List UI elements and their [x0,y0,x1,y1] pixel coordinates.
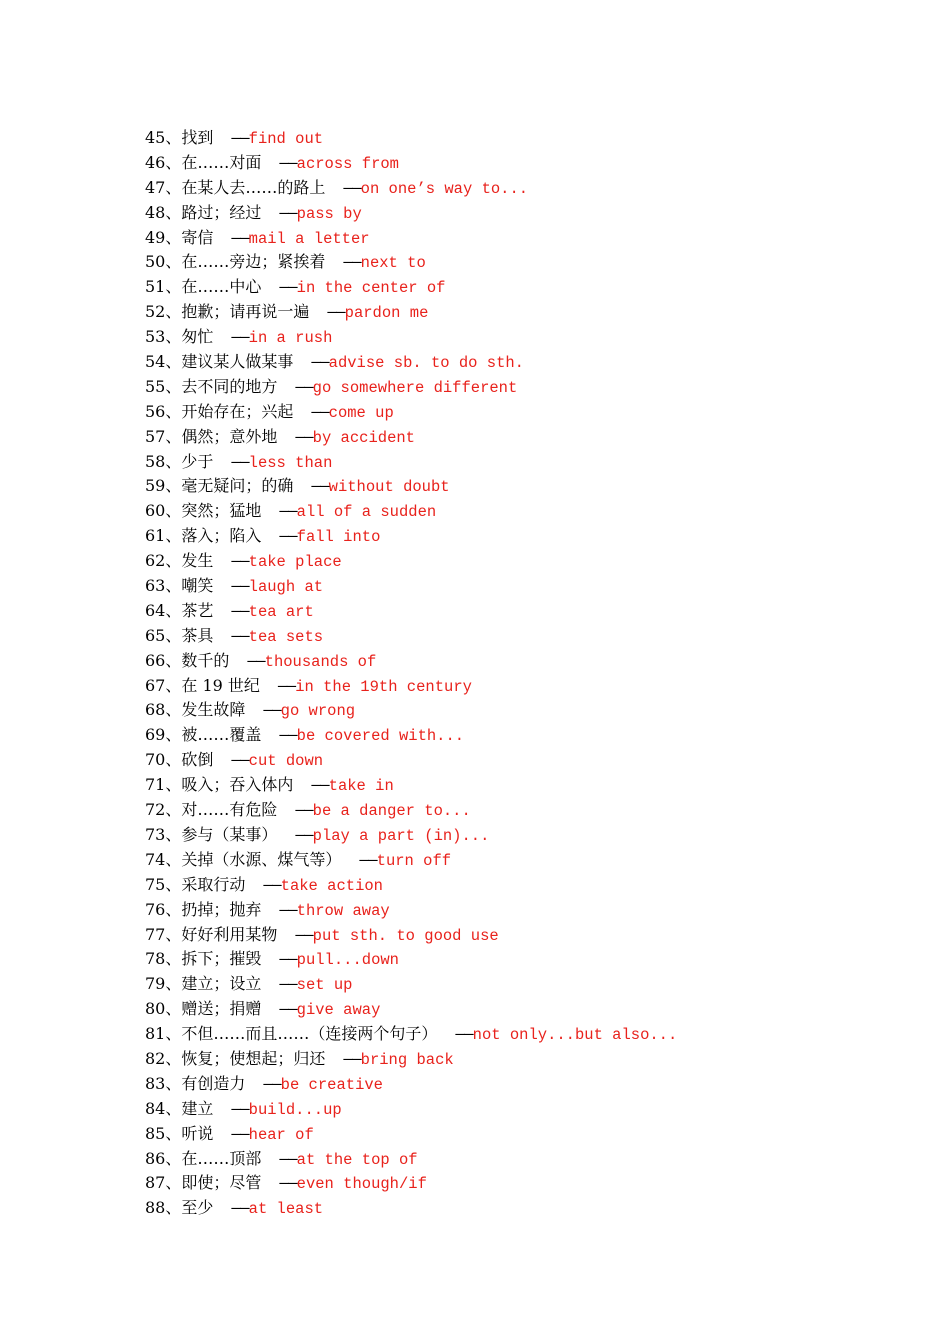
item-number: 47 [145,177,166,197]
item-number: 65 [145,625,166,645]
item-number-separator: 、 [165,576,182,596]
list-item [145,599,935,624]
item-number-separator: 、 [165,725,182,745]
chinese-meaning: 嘲笑 [181,576,214,596]
english-phrase: come up [328,403,394,422]
list-item [145,624,935,649]
chinese-meaning: 赠送；捐赠 [181,999,262,1019]
item-number-separator: 、 [165,302,182,322]
english-phrase: take in [328,777,394,796]
chinese-meaning: 偶然；意外地 [181,426,278,446]
item-number-separator: 、 [165,526,182,546]
list-item [145,201,935,226]
dash-separator: —— [279,999,297,1019]
chinese-meaning: 在某人去……的路上 [181,177,326,197]
dash-separator: —— [231,227,249,247]
item-number-separator: 、 [165,700,182,720]
item-number-separator: 、 [165,750,182,770]
list-item [145,1196,935,1221]
item-number-separator: 、 [165,974,182,994]
item-number-separator: 、 [165,1198,182,1218]
dash-separator: —— [231,600,249,620]
list-item [145,400,935,425]
english-phrase: take action [280,876,383,895]
english-phrase: less than [248,453,333,472]
chinese-meaning: 发生故障 [181,700,246,720]
item-number: 51 [145,277,166,297]
dash-separator: —— [263,700,281,720]
list-item [145,325,935,350]
list-item [145,947,935,972]
item-number: 58 [145,451,166,471]
chinese-meaning: 建立；设立 [181,974,262,994]
chinese-meaning: 对……有危险 [181,800,278,820]
list-item [145,674,935,699]
chinese-meaning: 在……对面 [181,152,262,172]
english-phrase: in the 19th century [295,677,472,696]
dash-separator: —— [343,1048,361,1068]
dash-separator: —— [279,1148,297,1168]
dash-separator: —— [279,725,297,745]
item-number-separator: 、 [165,899,182,919]
item-number: 74 [145,849,166,869]
dash-separator: —— [231,327,249,347]
list-item [145,1122,935,1147]
list-item [145,873,935,898]
english-phrase: not only...but also... [472,1026,678,1045]
item-number: 46 [145,152,166,172]
item-number: 84 [145,1098,166,1118]
english-phrase: throw away [296,901,390,920]
list-item [145,972,935,997]
dash-separator: —— [279,526,297,546]
dash-separator: —— [231,1198,249,1218]
list-item [145,898,935,923]
english-phrase: build...up [248,1100,342,1119]
list-item [145,1072,935,1097]
list-item [145,176,935,201]
chinese-meaning: 建立 [181,1098,214,1118]
item-number: 64 [145,600,166,620]
item-number-separator: 、 [165,1173,182,1193]
list-item [145,300,935,325]
item-number: 72 [145,800,166,820]
chinese-meaning: 采取行动 [181,874,246,894]
item-number-separator: 、 [165,650,182,670]
item-number: 62 [145,551,166,571]
chinese-meaning: 听说 [181,1123,214,1143]
english-phrase: be a danger to... [312,802,471,821]
list-item [145,1147,935,1172]
english-phrase: bring back [360,1050,454,1069]
list-item [145,773,935,798]
item-number-separator: 、 [165,177,182,197]
list-item [145,425,935,450]
list-item [145,524,935,549]
english-phrase: across from [296,154,399,173]
chinese-meaning: 在……顶部 [181,1148,262,1168]
english-phrase: at least [248,1200,324,1219]
item-number-separator: 、 [165,352,182,372]
item-number: 57 [145,426,166,446]
dash-separator: —— [295,924,313,944]
list-item [145,275,935,300]
item-number: 83 [145,1073,166,1093]
dash-separator: —— [231,1098,249,1118]
english-phrase: fall into [296,528,381,547]
item-number-separator: 、 [165,824,182,844]
english-phrase: without doubt [328,478,450,497]
item-number-separator: 、 [165,376,182,396]
item-number: 76 [145,899,166,919]
english-phrase: be covered with... [296,727,465,746]
english-phrase: pardon me [344,304,429,323]
item-number-separator: 、 [165,1148,182,1168]
list-item [145,151,935,176]
list-item [145,1047,935,1072]
dash-separator: —— [359,849,377,869]
chinese-meaning: 毫无疑问；的确 [181,476,294,496]
chinese-meaning: 被……覆盖 [181,725,262,745]
dash-separator: —— [279,974,297,994]
item-number-separator: 、 [165,476,182,496]
chinese-meaning: 抱歉；请再说一遍 [181,302,310,322]
chinese-meaning: 茶艺 [181,600,214,620]
english-phrase: laugh at [248,578,324,597]
dash-separator: —— [279,277,297,297]
list-item [145,649,935,674]
english-phrase: be creative [280,1075,383,1094]
dash-separator: —— [311,352,329,372]
chinese-meaning: 恢复；使想起；归还 [181,1048,326,1068]
list-item [145,1022,935,1047]
english-phrase: in a rush [248,329,333,348]
item-number-separator: 、 [165,227,182,247]
item-number: 82 [145,1048,166,1068]
chinese-meaning: 在……旁边；紧挨着 [181,252,326,272]
item-number: 55 [145,376,166,396]
item-number: 53 [145,327,166,347]
item-number: 71 [145,775,166,795]
english-phrase: go wrong [280,702,356,721]
dash-separator: —— [327,302,345,322]
list-item [145,549,935,574]
item-number-separator: 、 [165,551,182,571]
item-number-separator: 、 [165,152,182,172]
list-item [145,823,935,848]
item-number: 63 [145,576,166,596]
item-number-separator: 、 [165,327,182,347]
chinese-meaning: 好好利用某物 [181,924,278,944]
item-number: 79 [145,974,166,994]
dash-separator: —— [279,1173,297,1193]
list-item [145,723,935,748]
item-number-separator: 、 [165,999,182,1019]
list-item [145,350,935,375]
chinese-meaning: 数千的 [181,650,230,670]
item-number-separator: 、 [165,949,182,969]
chinese-meaning: 突然；猛地 [181,501,262,521]
item-number: 77 [145,924,166,944]
english-phrase: hear of [248,1125,314,1144]
chinese-meaning: 在……中心 [181,277,262,297]
item-number-separator: 、 [165,675,182,695]
english-phrase: put sth. to good use [312,926,499,945]
dash-separator: —— [295,376,313,396]
list-item [145,474,935,499]
list-item [145,1097,935,1122]
chinese-meaning: 关掉（水源、煤气等） [181,849,342,869]
chinese-meaning: 拆下；摧毁 [181,949,262,969]
item-number-separator: 、 [165,800,182,820]
list-item [145,698,935,723]
english-phrase: go somewhere different [312,378,518,397]
item-number-separator: 、 [165,252,182,272]
english-phrase: tea art [248,602,314,621]
item-number-separator: 、 [165,849,182,869]
chinese-meaning: 参与（某事） [181,824,278,844]
list-item [145,450,935,475]
item-number-separator: 、 [165,874,182,894]
list-item [145,748,935,773]
item-number: 70 [145,750,166,770]
english-phrase: in the center of [296,279,446,298]
list-item [145,798,935,823]
item-number-separator: 、 [165,775,182,795]
item-number: 67 [145,675,166,695]
item-number: 68 [145,700,166,720]
english-phrase: tea sets [248,627,324,646]
list-item [145,226,935,251]
english-phrase: set up [296,976,353,995]
item-number: 56 [145,401,166,421]
dash-separator: —— [231,750,249,770]
dash-separator: —— [231,128,249,147]
dash-separator: —— [343,177,361,197]
item-number-separator: 、 [165,401,182,421]
dash-separator: —— [231,576,249,596]
english-phrase: cut down [248,752,324,771]
dash-separator: —— [279,202,297,222]
dash-separator: —— [279,152,297,172]
item-number: 80 [145,999,166,1019]
item-number: 69 [145,725,166,745]
item-number: 61 [145,526,166,546]
chinese-meaning: 吸入；吞入体内 [181,775,294,795]
item-number: 59 [145,476,166,496]
item-number-separator: 、 [165,1073,182,1093]
chinese-meaning: 寄信 [181,227,214,247]
english-phrase: give away [296,1001,381,1020]
dash-separator: —— [279,501,297,521]
list-item [145,923,935,948]
english-phrase: all of a sudden [296,503,437,522]
dash-separator: —— [231,625,249,645]
english-phrase: advise sb. to do sth. [328,354,524,373]
item-number-separator: 、 [165,1048,182,1068]
english-phrase: pass by [296,204,362,223]
dash-separator: —— [311,401,329,421]
item-number: 88 [145,1198,166,1218]
dash-separator: —— [231,451,249,471]
dash-separator: —— [295,426,313,446]
chinese-meaning: 找到 [181,128,214,147]
item-number-separator: 、 [165,451,182,471]
chinese-meaning: 有创造力 [181,1073,246,1093]
list-item [145,126,935,151]
english-phrase: find out [248,130,324,148]
dash-separator: —— [279,949,297,969]
item-number: 75 [145,874,166,894]
item-number: 49 [145,227,166,247]
item-number: 73 [145,824,166,844]
list-item [145,499,935,524]
chinese-meaning: 茶具 [181,625,214,645]
chinese-meaning: 发生 [181,551,214,571]
item-number: 45 [145,128,166,147]
english-phrase: on one’s way to... [360,179,529,198]
chinese-meaning: 少于 [181,451,214,471]
dash-separator: —— [231,551,249,571]
chinese-meaning: 在 19 世纪 [181,675,260,695]
dash-separator: —— [295,824,313,844]
item-number-separator: 、 [165,426,182,446]
english-phrase: next to [360,254,426,273]
list-item [145,848,935,873]
chinese-meaning: 扔掉；抛弃 [181,899,262,919]
item-number-separator: 、 [165,1024,182,1044]
english-phrase: mail a letter [248,229,370,248]
item-number: 87 [145,1173,166,1193]
dash-separator: —— [455,1024,473,1044]
list-item [145,1171,935,1196]
english-phrase: play a part (in)... [312,826,490,845]
chinese-meaning: 即使；尽管 [181,1173,262,1193]
chinese-meaning: 去不同的地方 [181,376,278,396]
item-number: 85 [145,1123,166,1143]
item-number-separator: 、 [165,501,182,521]
chinese-meaning: 路过；经过 [181,202,262,222]
list-item [145,997,935,1022]
item-number: 66 [145,650,166,670]
dash-separator: —— [311,476,329,496]
item-number: 60 [145,501,166,521]
chinese-meaning: 砍倒 [181,750,214,770]
english-phrase: pull...down [296,951,399,970]
chinese-meaning: 匆忙 [181,327,214,347]
dash-separator: —— [279,899,297,919]
dash-separator: —— [231,1123,249,1143]
item-number: 54 [145,352,166,372]
chinese-meaning: 不但……而且……（连接两个句子） [181,1024,438,1044]
english-phrase: by accident [312,428,415,447]
english-phrase: at the top of [296,1150,418,1169]
english-phrase: even though/if [296,1175,427,1194]
item-number: 50 [145,252,166,272]
item-number-separator: 、 [165,924,182,944]
chinese-meaning: 建议某人做某事 [181,352,294,372]
item-number-separator: 、 [165,625,182,645]
item-number-separator: 、 [165,1098,182,1118]
item-number: 78 [145,949,166,969]
item-number: 86 [145,1148,166,1168]
chinese-meaning: 开始存在；兴起 [181,401,294,421]
english-phrase: turn off [376,851,452,870]
dash-separator: —— [263,1073,281,1093]
english-phrase: take place [248,553,342,572]
list-item [145,250,935,275]
dash-separator: —— [311,775,329,795]
list-item [145,574,935,599]
chinese-meaning: 落入；陷入 [181,526,262,546]
item-number-separator: 、 [165,1123,182,1143]
phrase-list [145,126,935,1221]
dash-separator: —— [277,675,296,695]
chinese-meaning: 至少 [181,1198,214,1218]
item-number-separator: 、 [165,202,182,222]
item-number: 81 [145,1024,166,1044]
list-item [145,375,935,400]
dash-separator: —— [295,800,313,820]
dash-separator: —— [343,252,361,272]
item-number: 48 [145,202,166,222]
item-number-separator: 、 [165,128,182,147]
item-number: 52 [145,302,166,322]
item-number-separator: 、 [165,277,182,297]
dash-separator: —— [263,874,281,894]
item-number-separator: 、 [165,600,182,620]
english-phrase: thousands of [264,652,377,671]
dash-separator: —— [247,650,265,670]
